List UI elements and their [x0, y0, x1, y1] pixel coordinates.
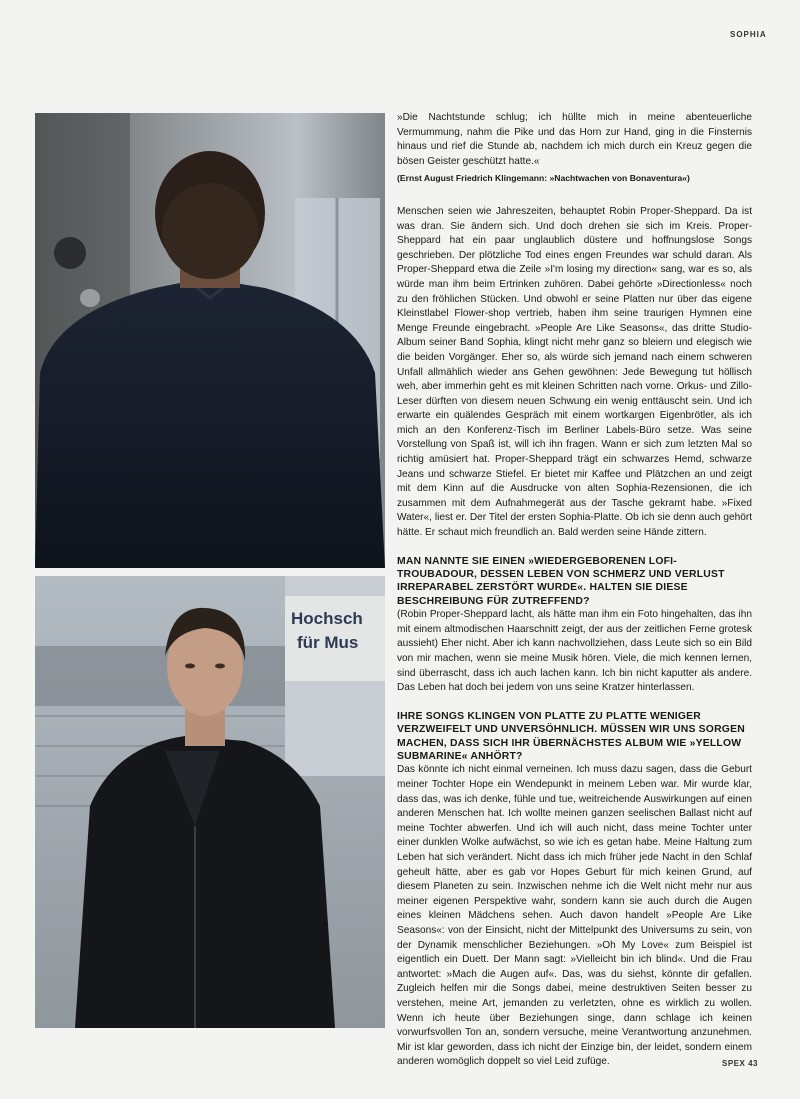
answer-2: Das könnte ich nicht einmal verneinen. Ich muss dazu sagen, dass die Geburt meiner Tochter Hope ein Wendepunkt in meinem Leben war. Mir wurde klar, dass das, was ich denke, fühle und tue, weitreichende Auswirkungen auf einen anderen Menschen hat. Ich wollte meinen ganzen seelischen Ballast nicht auf meine Tochter abwerfen. Und ich will auch nicht, dass meine Tochter unter einer dunklen Wolke aufwächst, so wie ich es getan habe. Meine Haltung zum Leben hat sich verändert. Nicht dass ich mich früher jede Nacht in den Schlaf geheult hätte, aber es gab vor Hopes Geburt für mich keinen Grund, auf diesem Planeten zu sein. Inzwischen nehme ich die Welt nicht mehr nur aus meiner eigenen Perspektive wahr, sondern kann sie auch durch die Augen eines kleinen Mädchens sehen. Auch davon handelt »People Are Like Seasons«: von der Einsicht, nicht der Mittelpunkt des Universums zu sein, von der Dynamik menschlicher Beziehungen. »Oh My Love« zum Beispiel ist eigentlich ein Duett. Der Mann sagt: »Vielleicht bin ich blind«. Und die Frau antwortet: »Mach die Augen auf«. Das, was du siehst, könnte dir gefallen. Zugleich helfen mir die Songs dabei, meine destruktiven Seiten besser zu verstehen, meine Art, jemanden zu verletzten, ohne es wirklich zu wollen. Wenn ich heute über Beziehungen singe, dann schlage ich keinen vorwurfsvollen Ton an, sondern versuche, meine Verantwortung anzunehmen. Mir ist klar geworden, dass ich nicht der Einzige bin, der leidet, sondern einem anderen womöglich doppelt so viel Leid zufüge. — [397, 764, 752, 1068]
epigraph-source: (Ernst August Friedrich Klingemann: »Nachtwachen von Bonaventura«) — [397, 173, 690, 184]
photo-portrait-image — [35, 576, 385, 1028]
page-number: SPEX 43 — [722, 1059, 758, 1068]
question-1: MAN NANNTE SIE EINEN »WIEDERGEBORENEN LOFI-TROUBADOUR, DESSEN LEBEN VON SCHMERZ UND VERLUST IRREPARABEL ZERSTÖRT WURDE«. HALTEN SIE DIESE BESCHREIBUNG FÜR ZUTREFFEND? — [397, 555, 725, 607]
sign-text-line2: für Mus — [297, 633, 359, 652]
article-body — [397, 111, 752, 1070]
intro-paragraph: Menschen seien wie Jahreszeiten, behauptet Robin Proper-Sheppard. Da ist was dran. Sie ändern sich. Und doch drehen sie sich im Kreis. Proper-Sheppard hat ein paar unglaublich düstere und hoffnungslose Songs geschrieben. Der plötzliche Tod eines engen Freundes war schuld daran. Als Proper-Sheppard etwa die Zeile »I'm losing my direction« sang, war es so, als würde man ihm beim Ertrinken zuhören. Dabei gehörte »Directionless« noch zu den fröhlichen Stücken. Und obwohl er seine Platten nur über das eigene Kleinstlabel Flower-shop vertrieb, haben ihm seine traurigen Hymnen eine Menge Freunde eingebracht. »People Are Like Seasons«, das dritte Studio-Album seiner Band Sophia, klingt nicht mehr ganz so bleiern und elegisch wie die beiden Vorgänger. Eher so, als würde sich jemand nach einem schweren Unfall allmählich wieder ans Gehen gewöhnen: Jede Bewegung tut höllisch weh, aber immerhin geht es mit kleinen Schritten nach vorne. Orkus- und Zillo-Leser dürften von diesem neuen Schwung ein wenig enttäuscht sein. Und ich erwarte ein quälendes Gespräch mit einem wortkargen Eigenbrötler, als ich mich an den Konferenz-Tisch im Berliner Labels-Büro setze. Was seine Vorstellung von Spaß ist, will ich ihn fragen. Wann er sich zum letzten Mal so richtig amüsiert hat. Proper-Sheppard trägt ein schwarzes Hemd, schwarze Jeans und schwarze Stiefel. Er bietet mir Kaffee und Plätzchen an und zeigt mit dem Kinn auf die Ausdrucke von alten Sophia-Rezensionen, die ich zusammen mit dem Aufnahmegerät aus der Tasche gekramt habe. »Fixed Water«, liest er. Der Titel der ersten Sophia-Platte. Ob ich sie denn auch gehört hätte. Er schaut mich freundlich an. Bald werden seine Hände zittern. — [397, 205, 752, 539]
sign-text-line1: Hochsch — [291, 609, 363, 628]
photo-back-view-image — [35, 113, 385, 568]
answer-1: (Robin Proper-Sheppard lacht, als hätte man ihm ein Foto hingehalten, das ihn mit einem altmodischen Haarschnitt zeigt, der aus der zeitlichen Ferne grotesk aussieht) Eher nicht. Aber ich kann nachvollziehen, dass Leute sich so ein Bild von mir machen, wenn sie meine Musik hören. Viele, die mich kennen lernen, sind überrascht, dass ich auch lachen kann. Ich bin nicht kaputter als andere. Das Leben hat doch bei jedem von uns seine Kratzer hinterlassen. — [397, 609, 752, 694]
question-2: IHRE SONGS KLINGEN VON PLATTE ZU PLATTE WENIGER VERZWEIFELT UND UNVERSÖHNLICH. MÜSSEN WIR UNS SORGEN MACHEN, DASS SICH IHR ÜBERNÄCHSTES ALBUM WIE »YELLOW SUBMARINE« ANHÖRT? — [397, 710, 745, 763]
section-label: SOPHIA — [730, 30, 767, 39]
photo-portrait — [35, 576, 385, 1028]
photo-back-view — [35, 113, 385, 568]
epigraph: »Die Nachtstunde schlug; ich hüllte mich in meine abenteuerliche Vermummung, nahm die Pike und das Horn zur Hand, ging in die Finsternis hinaus und rief die Stunde ab, nachdem ich mich durch ein Kreuz gegen die bösen Geister geschützt hatte.« — [397, 112, 752, 167]
